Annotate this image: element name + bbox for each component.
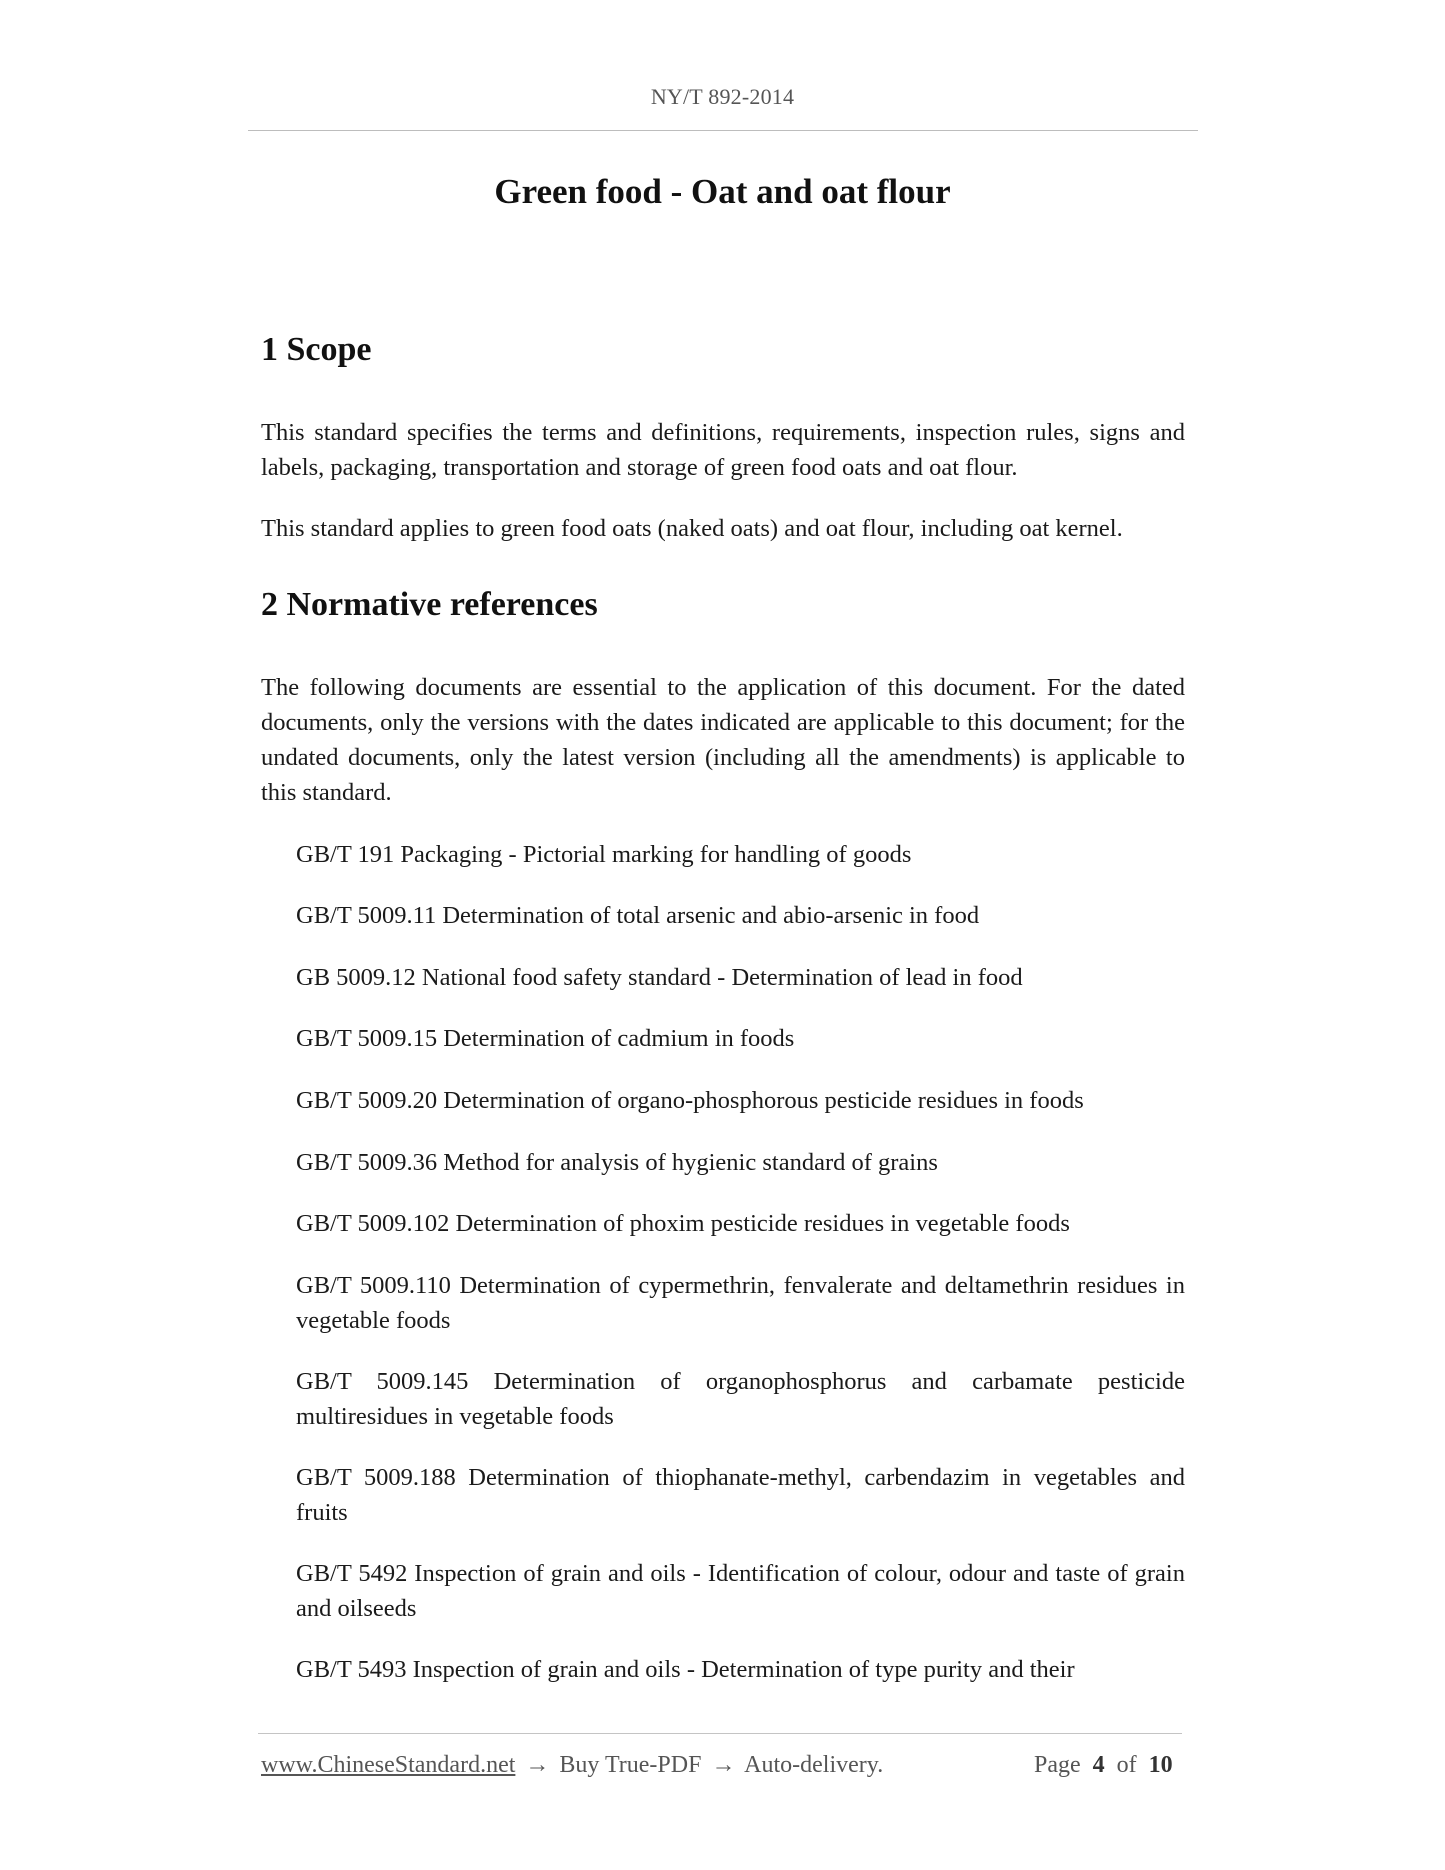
arrow-right-icon: → [711,1752,736,1778]
reference-item: GB/T 5009.36 Method for analysis of hygienic standard of grains [296,1149,938,1176]
reference-item: GB/T 5009.188 Determination of thiophanate-methyl, carbendazim in vegetables and fruits [296,1464,1185,1526]
section-heading-normative-references: 2 Normative references [261,586,598,623]
document-code-header: NY/T 892-2014 [650,84,795,109]
page-of-label: of [1116,1752,1137,1778]
footer-divider [258,1733,1182,1734]
reference-item: GB/T 5009.20 Determination of organo-phosphorous pesticide residues in foods [296,1087,1084,1114]
buy-true-pdf-text: Buy True-PDF [559,1752,702,1778]
document-title: Green food - Oat and oat flour [494,172,951,211]
reference-item: GB/T 5009.15 Determination of cadmium in foods [296,1025,795,1052]
reference-item: GB 5009.12 National food safety standard - Determination of lead in food [296,964,1023,991]
references-intro-paragraph: The following documents are essential to the application of this document. For the dated documents, only the versions with the dates indicated are applicable to this document; for the undated documents, only the latest version (including all the amendments) is applicable to this standard. [261,674,1185,806]
reference-item: GB/T 5009.11 Determination of total arsenic and abio-arsenic in food [296,902,980,929]
section-heading-scope: 1 Scope [261,331,372,368]
site-link[interactable]: www.ChineseStandard.net [261,1752,516,1778]
reference-item: GB/T 5009.102 Determination of phoxim pesticide residues in vegetable foods [296,1210,1070,1237]
page-current-number: 4 [1092,1752,1105,1778]
reference-item: GB/T 5009.110 Determination of cypermethrin, fenvalerate and deltamethrin residues in vegetable foods [296,1272,1185,1334]
page-total-number: 10 [1148,1752,1173,1778]
page-indicator [1034,1752,1173,1779]
scope-paragraph: This standard applies to green food oats (naked oats) and oat flour, including oat kernel. [261,515,1123,542]
header-divider [248,130,1198,131]
arrow-right-icon: → [525,1752,550,1778]
reference-item: GB/T 5493 Inspection of grain and oils - Determination of type purity and their [296,1656,1075,1683]
auto-delivery-text: Auto-delivery. [744,1752,884,1778]
reference-item: GB/T 5009.145 Determination of organophosphorus and carbamate pesticide multiresidues in vegetable foods [296,1368,1185,1430]
page-label: Page [1034,1752,1081,1778]
reference-item: GB/T 191 Packaging - Pictorial marking for handling of goods [296,841,912,868]
reference-item: GB/T 5492 Inspection of grain and oils - Identification of colour, odour and taste of grain and oilseeds [296,1560,1185,1622]
footer-promo [261,1752,883,1779]
scope-paragraph: This standard specifies the terms and definitions, requirements, inspection rules, signs and labels, packaging, transportation and storage of green food oats and oat flour. [261,419,1185,481]
